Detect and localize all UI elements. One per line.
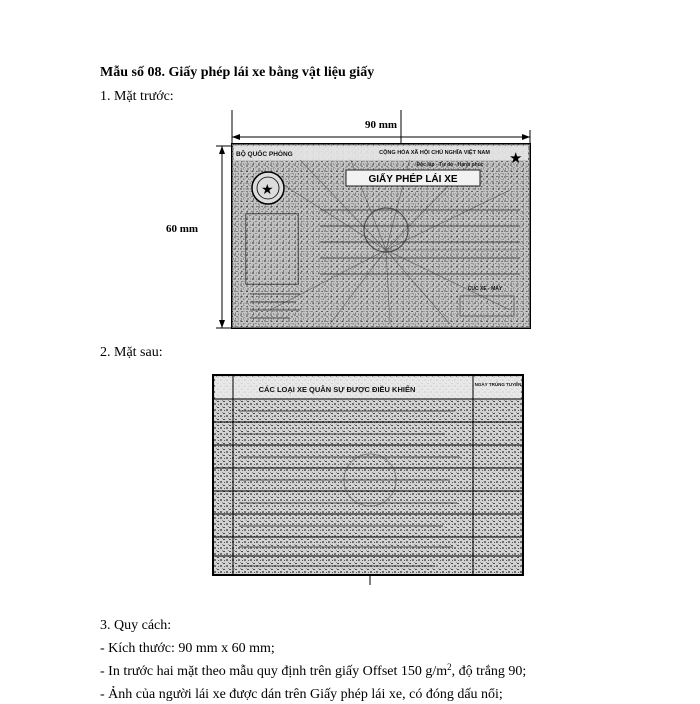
back-card-title: CÁC LOẠI XE QUÂN SỰ ĐƯỢC ĐIỀU KHIỂN [258, 385, 416, 394]
card-ministry: BỘ QUỐC PHÒNG [236, 151, 293, 158]
spec-line-print [100, 663, 526, 681]
emblem-star-icon: ★ [261, 183, 274, 198]
card-issuer: CỤC XE - MÁY [467, 286, 503, 292]
card-title: GIẤY PHÉP LÁI XE [368, 174, 458, 185]
height-label: 60 mm [166, 223, 199, 235]
front-card-figure [150, 110, 590, 340]
spec-line-print-post: , độ trắng 90; [451, 664, 527, 679]
back-side-heading: 2. Mặt sau: [100, 345, 163, 360]
front-side-heading: 1. Mặt trước: [100, 89, 174, 104]
spec-line-photo: - Ảnh của người lái xe được dán trên Giấy phép lái xe, có đóng dấu nổi; [100, 687, 503, 702]
card-motto: Độc lập - Tự do - Hạnh phúc [416, 162, 484, 168]
spec-heading: 3. Quy cách: [100, 618, 172, 633]
back-card [213, 375, 523, 585]
spec-line-print-sup: 2 [447, 662, 452, 672]
spec-line-print-pre: - In trước hai mặt theo mẫu quy định trên giấy Offset 150 g/m [100, 664, 448, 679]
star-icon: ★ [509, 151, 523, 167]
page-title: Mẫu số 08. Giấy phép lái xe bằng vật liệu giấy [100, 65, 375, 80]
back-card-figure [205, 370, 535, 590]
height-dimension [166, 146, 234, 328]
spec-line-size: - Kích thước: 90 mm x 60 mm; [100, 641, 275, 656]
card-country: CỘNG HÒA XÃ HỘI CHỦ NGHĨA VIỆT NAM [379, 150, 490, 156]
front-card [232, 144, 530, 328]
back-col-right: NGÀY TRÚNG TUYỂN [474, 382, 522, 387]
width-label: 90 mm [364, 119, 398, 131]
